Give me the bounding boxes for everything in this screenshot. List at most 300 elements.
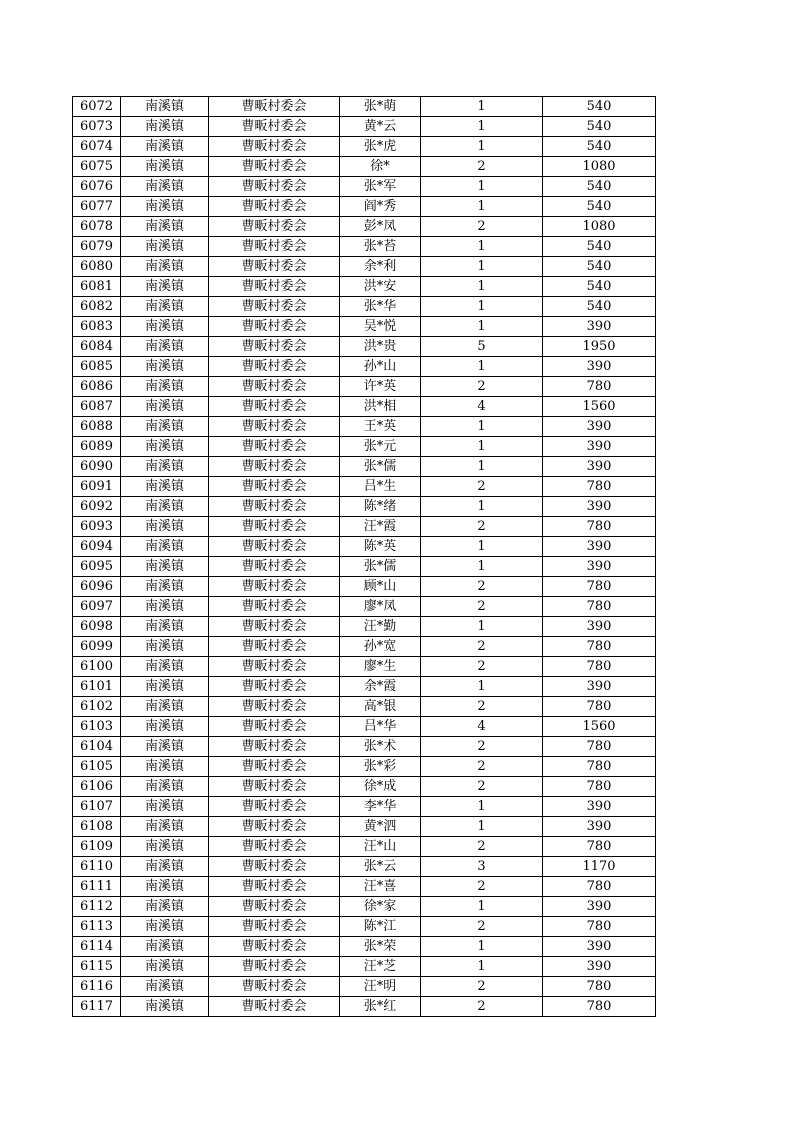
village-committee-cell: 曹畈村委会 xyxy=(209,977,340,997)
name-cell: 汪*霞 xyxy=(340,517,421,537)
count-cell: 5 xyxy=(421,337,543,357)
table-row xyxy=(73,277,656,297)
town-cell: 南溪镇 xyxy=(121,877,209,897)
village-committee-cell: 曹畈村委会 xyxy=(209,197,340,217)
amount-cell: 1950 xyxy=(543,337,656,357)
table-row xyxy=(73,377,656,397)
name-cell: 吕*华 xyxy=(340,717,421,737)
row-number-cell: 6078 xyxy=(73,217,121,237)
village-committee-cell: 曹畈村委会 xyxy=(209,477,340,497)
name-cell: 张*儒 xyxy=(340,557,421,577)
count-cell: 1 xyxy=(421,817,543,837)
count-cell: 2 xyxy=(421,577,543,597)
amount-cell: 780 xyxy=(543,777,656,797)
count-cell: 1 xyxy=(421,97,543,117)
name-cell: 张*萌 xyxy=(340,97,421,117)
amount-cell: 540 xyxy=(543,257,656,277)
table-body xyxy=(73,97,656,1017)
name-cell: 顾*山 xyxy=(340,577,421,597)
town-cell: 南溪镇 xyxy=(121,417,209,437)
row-number-cell: 6087 xyxy=(73,397,121,417)
table-row xyxy=(73,497,656,517)
town-cell: 南溪镇 xyxy=(121,117,209,137)
town-cell: 南溪镇 xyxy=(121,97,209,117)
amount-cell: 780 xyxy=(543,837,656,857)
town-cell: 南溪镇 xyxy=(121,137,209,157)
table-row xyxy=(73,597,656,617)
village-committee-cell: 曹畈村委会 xyxy=(209,917,340,937)
table-row xyxy=(73,697,656,717)
row-number-cell: 6104 xyxy=(73,737,121,757)
count-cell: 1 xyxy=(421,197,543,217)
name-cell: 徐*家 xyxy=(340,897,421,917)
count-cell: 2 xyxy=(421,917,543,937)
row-number-cell: 6089 xyxy=(73,437,121,457)
village-committee-cell: 曹畈村委会 xyxy=(209,157,340,177)
count-cell: 2 xyxy=(421,757,543,777)
name-cell: 张*彩 xyxy=(340,757,421,777)
town-cell: 南溪镇 xyxy=(121,357,209,377)
village-committee-cell: 曹畈村委会 xyxy=(209,777,340,797)
count-cell: 4 xyxy=(421,397,543,417)
town-cell: 南溪镇 xyxy=(121,477,209,497)
amount-cell: 780 xyxy=(543,997,656,1017)
village-committee-cell: 曹畈村委会 xyxy=(209,677,340,697)
table-row xyxy=(73,517,656,537)
amount-cell: 390 xyxy=(543,457,656,477)
town-cell: 南溪镇 xyxy=(121,937,209,957)
table-row xyxy=(73,837,656,857)
town-cell: 南溪镇 xyxy=(121,237,209,257)
table-row xyxy=(73,737,656,757)
name-cell: 彭*凤 xyxy=(340,217,421,237)
amount-cell: 780 xyxy=(543,697,656,717)
village-committee-cell: 曹畈村委会 xyxy=(209,377,340,397)
town-cell: 南溪镇 xyxy=(121,337,209,357)
village-committee-cell: 曹畈村委会 xyxy=(209,237,340,257)
table-row xyxy=(73,757,656,777)
count-cell: 1 xyxy=(421,617,543,637)
count-cell: 1 xyxy=(421,497,543,517)
name-cell: 洪*安 xyxy=(340,277,421,297)
town-cell: 南溪镇 xyxy=(121,577,209,597)
count-cell: 1 xyxy=(421,957,543,977)
count-cell: 1 xyxy=(421,677,543,697)
town-cell: 南溪镇 xyxy=(121,197,209,217)
row-number-cell: 6107 xyxy=(73,797,121,817)
town-cell: 南溪镇 xyxy=(121,437,209,457)
row-number-cell: 6112 xyxy=(73,897,121,917)
amount-cell: 540 xyxy=(543,237,656,257)
village-committee-cell: 曹畈村委会 xyxy=(209,497,340,517)
amount-cell: 1080 xyxy=(543,157,656,177)
count-cell: 1 xyxy=(421,297,543,317)
count-cell: 2 xyxy=(421,997,543,1017)
table-row xyxy=(73,197,656,217)
name-cell: 陈*英 xyxy=(340,537,421,557)
village-committee-cell: 曹畈村委会 xyxy=(209,437,340,457)
table-row xyxy=(73,777,656,797)
village-committee-cell: 曹畈村委会 xyxy=(209,577,340,597)
table-row xyxy=(73,257,656,277)
row-number-cell: 6113 xyxy=(73,917,121,937)
count-cell: 1 xyxy=(421,257,543,277)
town-cell: 南溪镇 xyxy=(121,777,209,797)
amount-cell: 390 xyxy=(543,317,656,337)
table-row xyxy=(73,977,656,997)
table-row xyxy=(73,917,656,937)
amount-cell: 780 xyxy=(543,757,656,777)
amount-cell: 390 xyxy=(543,497,656,517)
amount-cell: 1080 xyxy=(543,217,656,237)
count-cell: 1 xyxy=(421,417,543,437)
amount-cell: 540 xyxy=(543,97,656,117)
town-cell: 南溪镇 xyxy=(121,177,209,197)
table-row xyxy=(73,717,656,737)
row-number-cell: 6110 xyxy=(73,857,121,877)
amount-cell: 1560 xyxy=(543,717,656,737)
town-cell: 南溪镇 xyxy=(121,677,209,697)
town-cell: 南溪镇 xyxy=(121,717,209,737)
count-cell: 2 xyxy=(421,597,543,617)
village-committee-cell: 曹畈村委会 xyxy=(209,537,340,557)
amount-cell: 540 xyxy=(543,117,656,137)
table-row xyxy=(73,337,656,357)
row-number-cell: 6092 xyxy=(73,497,121,517)
town-cell: 南溪镇 xyxy=(121,497,209,517)
count-cell: 1 xyxy=(421,557,543,577)
name-cell: 张*红 xyxy=(340,997,421,1017)
amount-cell: 780 xyxy=(543,737,656,757)
village-committee-cell: 曹畈村委会 xyxy=(209,757,340,777)
row-number-cell: 6109 xyxy=(73,837,121,857)
row-number-cell: 6115 xyxy=(73,957,121,977)
row-number-cell: 6080 xyxy=(73,257,121,277)
village-committee-cell: 曹畈村委会 xyxy=(209,817,340,837)
town-cell: 南溪镇 xyxy=(121,297,209,317)
name-cell: 孙*宽 xyxy=(340,637,421,657)
town-cell: 南溪镇 xyxy=(121,977,209,997)
name-cell: 李*华 xyxy=(340,797,421,817)
town-cell: 南溪镇 xyxy=(121,837,209,857)
table-row xyxy=(73,97,656,117)
table-row xyxy=(73,637,656,657)
name-cell: 黄*泗 xyxy=(340,817,421,837)
name-cell: 王*英 xyxy=(340,417,421,437)
village-committee-cell: 曹畈村委会 xyxy=(209,517,340,537)
table-row xyxy=(73,237,656,257)
name-cell: 张*荣 xyxy=(340,937,421,957)
name-cell: 张*苔 xyxy=(340,237,421,257)
amount-cell: 390 xyxy=(543,537,656,557)
name-cell: 廖*生 xyxy=(340,657,421,677)
name-cell: 洪*贵 xyxy=(340,337,421,357)
town-cell: 南溪镇 xyxy=(121,457,209,477)
town-cell: 南溪镇 xyxy=(121,757,209,777)
town-cell: 南溪镇 xyxy=(121,157,209,177)
village-committee-cell: 曹畈村委会 xyxy=(209,317,340,337)
count-cell: 2 xyxy=(421,377,543,397)
count-cell: 2 xyxy=(421,837,543,857)
table-row xyxy=(73,397,656,417)
town-cell: 南溪镇 xyxy=(121,397,209,417)
count-cell: 1 xyxy=(421,797,543,817)
name-cell: 张*儒 xyxy=(340,457,421,477)
village-committee-cell: 曹畈村委会 xyxy=(209,597,340,617)
count-cell: 2 xyxy=(421,517,543,537)
town-cell: 南溪镇 xyxy=(121,537,209,557)
village-committee-cell: 曹畈村委会 xyxy=(209,957,340,977)
table-row xyxy=(73,797,656,817)
name-cell: 徐*成 xyxy=(340,777,421,797)
amount-cell: 780 xyxy=(543,637,656,657)
village-committee-cell: 曹畈村委会 xyxy=(209,217,340,237)
row-number-cell: 6101 xyxy=(73,677,121,697)
count-cell: 1 xyxy=(421,357,543,377)
count-cell: 2 xyxy=(421,657,543,677)
count-cell: 3 xyxy=(421,857,543,877)
village-committee-cell: 曹畈村委会 xyxy=(209,297,340,317)
town-cell: 南溪镇 xyxy=(121,277,209,297)
table-row xyxy=(73,577,656,597)
village-committee-cell: 曹畈村委会 xyxy=(209,557,340,577)
name-cell: 张*虎 xyxy=(340,137,421,157)
amount-cell: 390 xyxy=(543,557,656,577)
table-row xyxy=(73,177,656,197)
name-cell: 余*利 xyxy=(340,257,421,277)
amount-cell: 540 xyxy=(543,197,656,217)
town-cell: 南溪镇 xyxy=(121,997,209,1017)
name-cell: 孙*山 xyxy=(340,357,421,377)
table-row xyxy=(73,297,656,317)
count-cell: 1 xyxy=(421,137,543,157)
village-committee-cell: 曹畈村委会 xyxy=(209,117,340,137)
name-cell: 吕*生 xyxy=(340,477,421,497)
name-cell: 张*军 xyxy=(340,177,421,197)
row-number-cell: 6108 xyxy=(73,817,121,837)
name-cell: 许*英 xyxy=(340,377,421,397)
count-cell: 2 xyxy=(421,637,543,657)
name-cell: 张*术 xyxy=(340,737,421,757)
village-committee-cell: 曹畈村委会 xyxy=(209,97,340,117)
amount-cell: 390 xyxy=(543,957,656,977)
town-cell: 南溪镇 xyxy=(121,817,209,837)
town-cell: 南溪镇 xyxy=(121,597,209,617)
amount-cell: 780 xyxy=(543,917,656,937)
village-committee-cell: 曹畈村委会 xyxy=(209,457,340,477)
name-cell: 高*银 xyxy=(340,697,421,717)
village-committee-cell: 曹畈村委会 xyxy=(209,637,340,657)
name-cell: 陈*江 xyxy=(340,917,421,937)
name-cell: 汪*山 xyxy=(340,837,421,857)
village-committee-cell: 曹畈村委会 xyxy=(209,877,340,897)
village-committee-cell: 曹畈村委会 xyxy=(209,697,340,717)
name-cell: 汪*芝 xyxy=(340,957,421,977)
data-table xyxy=(72,96,656,1017)
row-number-cell: 6102 xyxy=(73,697,121,717)
count-cell: 1 xyxy=(421,237,543,257)
count-cell: 1 xyxy=(421,277,543,297)
table-row xyxy=(73,437,656,457)
row-number-cell: 6099 xyxy=(73,637,121,657)
table-row xyxy=(73,417,656,437)
village-committee-cell: 曹畈村委会 xyxy=(209,717,340,737)
table-row xyxy=(73,957,656,977)
row-number-cell: 6116 xyxy=(73,977,121,997)
count-cell: 2 xyxy=(421,697,543,717)
row-number-cell: 6094 xyxy=(73,537,121,557)
row-number-cell: 6098 xyxy=(73,617,121,637)
count-cell: 2 xyxy=(421,737,543,757)
count-cell: 1 xyxy=(421,457,543,477)
name-cell: 汪*喜 xyxy=(340,877,421,897)
town-cell: 南溪镇 xyxy=(121,737,209,757)
table-row xyxy=(73,557,656,577)
village-committee-cell: 曹畈村委会 xyxy=(209,857,340,877)
table-row xyxy=(73,477,656,497)
row-number-cell: 6103 xyxy=(73,717,121,737)
table-row xyxy=(73,357,656,377)
count-cell: 2 xyxy=(421,217,543,237)
count-cell: 1 xyxy=(421,177,543,197)
town-cell: 南溪镇 xyxy=(121,377,209,397)
row-number-cell: 6114 xyxy=(73,937,121,957)
row-number-cell: 6085 xyxy=(73,357,121,377)
row-number-cell: 6079 xyxy=(73,237,121,257)
amount-cell: 390 xyxy=(543,617,656,637)
count-cell: 1 xyxy=(421,537,543,557)
village-committee-cell: 曹畈村委会 xyxy=(209,137,340,157)
name-cell: 汪*明 xyxy=(340,977,421,997)
table-row xyxy=(73,937,656,957)
village-committee-cell: 曹畈村委会 xyxy=(209,837,340,857)
amount-cell: 390 xyxy=(543,417,656,437)
row-number-cell: 6081 xyxy=(73,277,121,297)
village-committee-cell: 曹畈村委会 xyxy=(209,997,340,1017)
row-number-cell: 6096 xyxy=(73,577,121,597)
row-number-cell: 6088 xyxy=(73,417,121,437)
table-row xyxy=(73,897,656,917)
row-number-cell: 6074 xyxy=(73,137,121,157)
table-row xyxy=(73,137,656,157)
row-number-cell: 6072 xyxy=(73,97,121,117)
table-row xyxy=(73,217,656,237)
town-cell: 南溪镇 xyxy=(121,857,209,877)
row-number-cell: 6097 xyxy=(73,597,121,617)
town-cell: 南溪镇 xyxy=(121,917,209,937)
amount-cell: 780 xyxy=(543,377,656,397)
town-cell: 南溪镇 xyxy=(121,657,209,677)
amount-cell: 780 xyxy=(543,477,656,497)
count-cell: 4 xyxy=(421,717,543,737)
amount-cell: 540 xyxy=(543,297,656,317)
count-cell: 1 xyxy=(421,117,543,137)
name-cell: 张*云 xyxy=(340,857,421,877)
count-cell: 1 xyxy=(421,437,543,457)
count-cell: 1 xyxy=(421,937,543,957)
name-cell: 陈*绪 xyxy=(340,497,421,517)
town-cell: 南溪镇 xyxy=(121,257,209,277)
table-row xyxy=(73,317,656,337)
village-committee-cell: 曹畈村委会 xyxy=(209,737,340,757)
name-cell: 洪*相 xyxy=(340,397,421,417)
count-cell: 1 xyxy=(421,897,543,917)
village-committee-cell: 曹畈村委会 xyxy=(209,337,340,357)
name-cell: 阎*秀 xyxy=(340,197,421,217)
village-committee-cell: 曹畈村委会 xyxy=(209,657,340,677)
row-number-cell: 6090 xyxy=(73,457,121,477)
count-cell: 2 xyxy=(421,777,543,797)
table-row xyxy=(73,817,656,837)
row-number-cell: 6111 xyxy=(73,877,121,897)
village-committee-cell: 曹畈村委会 xyxy=(209,617,340,637)
village-committee-cell: 曹畈村委会 xyxy=(209,357,340,377)
row-number-cell: 6075 xyxy=(73,157,121,177)
town-cell: 南溪镇 xyxy=(121,697,209,717)
town-cell: 南溪镇 xyxy=(121,517,209,537)
amount-cell: 1560 xyxy=(543,397,656,417)
count-cell: 2 xyxy=(421,477,543,497)
village-committee-cell: 曹畈村委会 xyxy=(209,397,340,417)
town-cell: 南溪镇 xyxy=(121,557,209,577)
row-number-cell: 6105 xyxy=(73,757,121,777)
amount-cell: 540 xyxy=(543,177,656,197)
village-committee-cell: 曹畈村委会 xyxy=(209,417,340,437)
row-number-cell: 6076 xyxy=(73,177,121,197)
name-cell: 黄*云 xyxy=(340,117,421,137)
table-row xyxy=(73,677,656,697)
row-number-cell: 6117 xyxy=(73,997,121,1017)
name-cell: 吴*悦 xyxy=(340,317,421,337)
row-number-cell: 6100 xyxy=(73,657,121,677)
table-row xyxy=(73,997,656,1017)
count-cell: 2 xyxy=(421,977,543,997)
table-row xyxy=(73,157,656,177)
town-cell: 南溪镇 xyxy=(121,617,209,637)
table-row xyxy=(73,537,656,557)
town-cell: 南溪镇 xyxy=(121,317,209,337)
amount-cell: 390 xyxy=(543,357,656,377)
amount-cell: 780 xyxy=(543,597,656,617)
town-cell: 南溪镇 xyxy=(121,217,209,237)
name-cell: 廖*凤 xyxy=(340,597,421,617)
amount-cell: 390 xyxy=(543,937,656,957)
amount-cell: 780 xyxy=(543,577,656,597)
row-number-cell: 6086 xyxy=(73,377,121,397)
amount-cell: 780 xyxy=(543,517,656,537)
row-number-cell: 6093 xyxy=(73,517,121,537)
table-row xyxy=(73,457,656,477)
table-row xyxy=(73,877,656,897)
amount-cell: 390 xyxy=(543,817,656,837)
amount-cell: 780 xyxy=(543,977,656,997)
amount-cell: 780 xyxy=(543,877,656,897)
row-number-cell: 6077 xyxy=(73,197,121,217)
amount-cell: 390 xyxy=(543,437,656,457)
count-cell: 1 xyxy=(421,317,543,337)
count-cell: 2 xyxy=(421,157,543,177)
row-number-cell: 6073 xyxy=(73,117,121,137)
town-cell: 南溪镇 xyxy=(121,897,209,917)
table-row xyxy=(73,657,656,677)
town-cell: 南溪镇 xyxy=(121,797,209,817)
row-number-cell: 6106 xyxy=(73,777,121,797)
table-row xyxy=(73,857,656,877)
amount-cell: 540 xyxy=(543,137,656,157)
amount-cell: 1170 xyxy=(543,857,656,877)
village-committee-cell: 曹畈村委会 xyxy=(209,897,340,917)
village-committee-cell: 曹畈村委会 xyxy=(209,797,340,817)
